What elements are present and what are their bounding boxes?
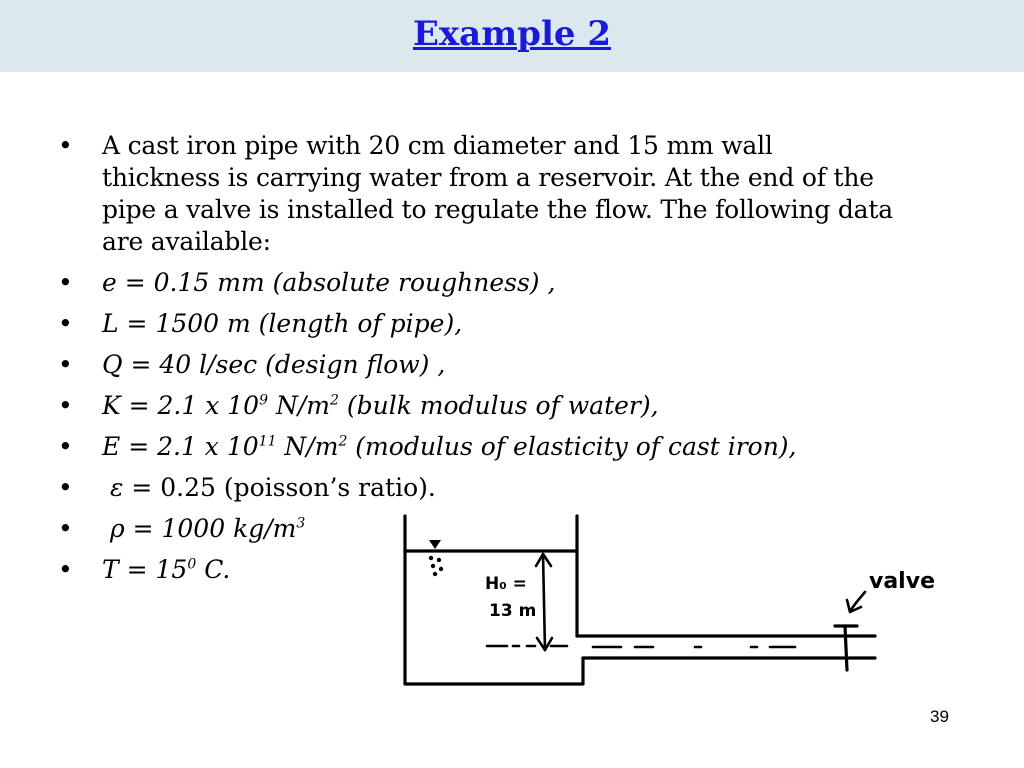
- bulk-modulus-exp: 9: [259, 392, 269, 409]
- bullet-roughness: [58, 267, 898, 299]
- temperature-pre: T = 15: [102, 555, 188, 584]
- reservoir-pipe-diagram: [395, 508, 955, 698]
- poisson-text: = 0.25 (poisson’s ratio).: [123, 473, 436, 502]
- density-text: = 1000 kg/m: [124, 514, 297, 543]
- density-exp: 3: [296, 515, 306, 532]
- bullet-marker: •: [58, 473, 73, 502]
- bullet-marker: •: [58, 131, 73, 160]
- water-surface-symbol: [429, 540, 443, 576]
- temperature-exp: 0: [187, 556, 197, 573]
- bullet-marker: •: [58, 391, 73, 420]
- page-number: 39: [930, 707, 949, 726]
- datum-dashes: [487, 646, 795, 647]
- intro-text: A cast iron pipe with 20 cm diameter and 15 mm wall thickness is carrying water from a reservoir. At the end of the pipe a valve is installed to regulate the flow. The following data are available:: [102, 131, 893, 256]
- length-text: L = 1500 m (length of pipe),: [102, 309, 463, 338]
- bullet-elasticity: [58, 431, 898, 463]
- roughness-text: e = 0.15 mm (absolute roughness) ,: [102, 268, 556, 297]
- bullet-poisson: [58, 472, 898, 504]
- bulk-modulus-post: (bulk modulus of water),: [338, 391, 659, 420]
- head-arrow-line: [543, 554, 545, 650]
- flow-text: Q = 40 l/sec (design flow) ,: [102, 350, 446, 379]
- bullet-marker: •: [58, 514, 73, 543]
- bullet-marker: •: [58, 309, 73, 338]
- bulk-modulus-unit: N/m: [268, 391, 330, 420]
- bulk-modulus-unit-exp: 2: [329, 392, 339, 409]
- bullet-marker: •: [58, 432, 73, 461]
- bulk-modulus-pre: K = 2.1 x 10: [102, 391, 260, 420]
- head-label-line2: 13 m: [489, 601, 537, 621]
- slide-title: Example 2: [412, 14, 611, 54]
- rho-symbol: ρ: [109, 514, 125, 543]
- bullet-bulk-modulus: [58, 390, 898, 422]
- bullet-marker: •: [58, 555, 73, 584]
- elasticity-pre: E = 2.1 x 10: [102, 432, 259, 461]
- bullet-marker: •: [58, 350, 73, 379]
- elasticity-unit-exp: 2: [338, 433, 348, 450]
- bullet-flow: [58, 349, 898, 381]
- head-label-line1: H₀ =: [485, 574, 527, 594]
- valve-label: valve: [869, 569, 935, 594]
- bullet-intro: [58, 130, 898, 258]
- valve-stem: [845, 626, 847, 670]
- elasticity-post: (modulus of elasticity of cast iron),: [347, 432, 797, 461]
- elasticity-unit: N/m: [276, 432, 339, 461]
- elasticity-exp: 11: [258, 433, 277, 450]
- bullet-marker: •: [58, 268, 73, 297]
- epsilon-symbol: ε: [109, 473, 124, 502]
- temperature-post: C.: [196, 555, 231, 584]
- bullet-length: [58, 308, 898, 340]
